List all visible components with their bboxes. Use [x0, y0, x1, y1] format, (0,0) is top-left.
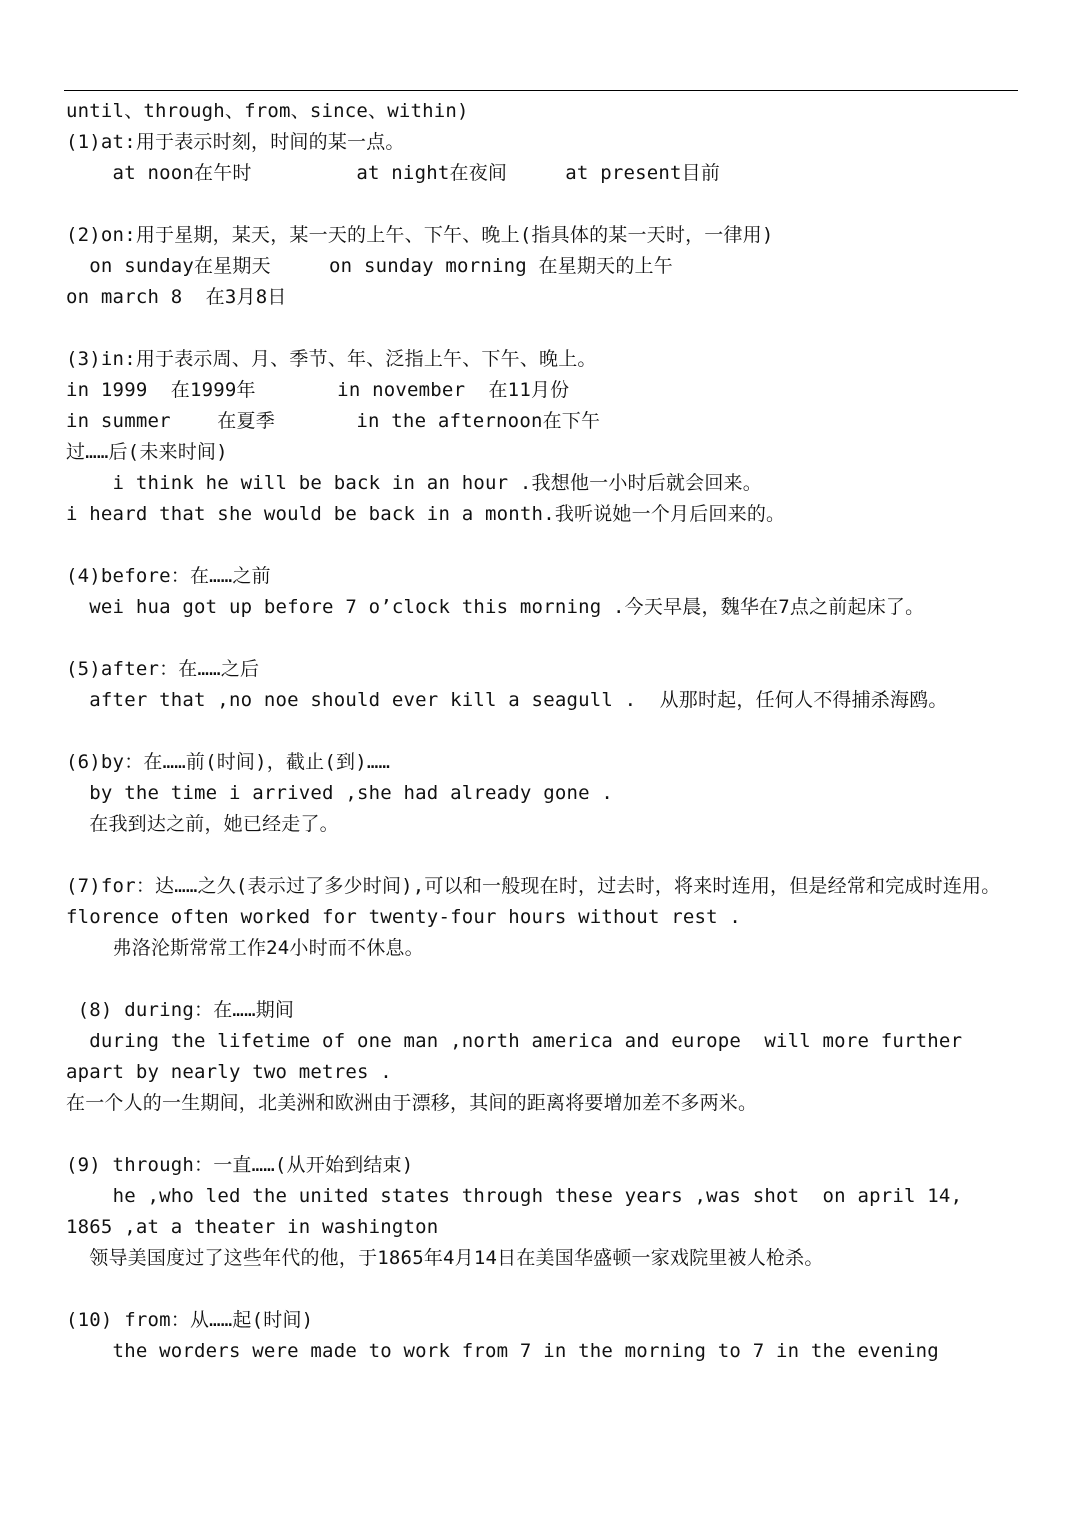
translation-line: 在一个人的一生期间，北美洲和欧洲由于漂移，其间的距离将要增加差不多两米。	[66, 1092, 758, 1114]
section-heading-before: (4)before：在……之前	[66, 565, 271, 587]
example-line: he ,who led the united states through these years ,was shot on april 14, 1865 ,at a theater in washington	[66, 1185, 974, 1238]
section-heading-through: (9) through：一直……(从开始到结束)	[66, 1154, 414, 1176]
translation-line: 弗洛沦斯常常工作24小时而不休息。	[66, 937, 424, 959]
example-line: i think he will be back in an hour .我想他一小时后就会回来。	[66, 472, 762, 494]
section-heading-at: (1)at:用于表示时刻，时间的某一点。	[66, 131, 405, 153]
translation-line: 领导美国度过了这些年代的他，于1865年4月14日在美国华盛顿一家戏院里被人枪杀。	[66, 1247, 824, 1269]
translation-line: 在我到达之前，她已经走了。	[66, 813, 339, 835]
example-line: in summer 在夏季 in the afternoon在下午	[66, 410, 601, 432]
section-heading-during: (8) during：在……期间	[66, 999, 295, 1021]
section-heading-after: (5)after：在……之后	[66, 658, 260, 680]
example-line: in 1999 在1999年 in november 在11月份	[66, 379, 570, 401]
example-line: after that ,no noe should ever kill a seagull . 从那时起，任何人不得捕杀海鸥。	[66, 689, 948, 711]
example-line: on march 8 在3月8日	[66, 286, 287, 308]
example-line: during the lifetime of one man ,north america and europe will more further apart by nearly two metres .	[66, 1030, 974, 1083]
example-line: the worders were made to work from 7 in the morning to 7 in the evening	[66, 1340, 939, 1362]
text-line: until、through、from、since、within)	[66, 100, 469, 122]
section-heading-in: (3)in:用于表示周、月、季节、年、泛指上午、下午、晚上。	[66, 348, 597, 370]
section-heading-on: (2)on:用于星期，某天，某一天的上午、下午、晚上(指具体的某一天时，一律用)	[66, 224, 774, 246]
example-line: by the time i arrived ,she had already gone .	[66, 782, 614, 804]
example-line: at noon在午时 at night在夜间 at present目前	[66, 162, 721, 184]
header-rule	[64, 90, 1018, 91]
example-line: i heard that she would be back in a month.我听说她一个月后回来的。	[66, 503, 786, 525]
section-heading-by: (6)by：在……前(时间)，截止(到)……	[66, 751, 391, 773]
text-line: 过……后(未来时间)	[66, 441, 228, 463]
section-heading-from: (10) from：从……起(时间)	[66, 1309, 314, 1331]
example-line: wei hua got up before 7 o’clock this morning .今天早晨，魏华在7点之前起床了。	[66, 596, 925, 618]
document-body	[66, 96, 1016, 1367]
section-heading-for: (7)for：达……之久(表示过了多少时间),可以和一般现在时，过去时，将来时连用，但是经常和完成时连用。	[66, 875, 1001, 897]
example-line: on sunday在星期天 on sunday morning 在星期天的上午	[66, 255, 673, 277]
example-line: florence often worked for twenty-four hours without rest .	[66, 906, 742, 928]
